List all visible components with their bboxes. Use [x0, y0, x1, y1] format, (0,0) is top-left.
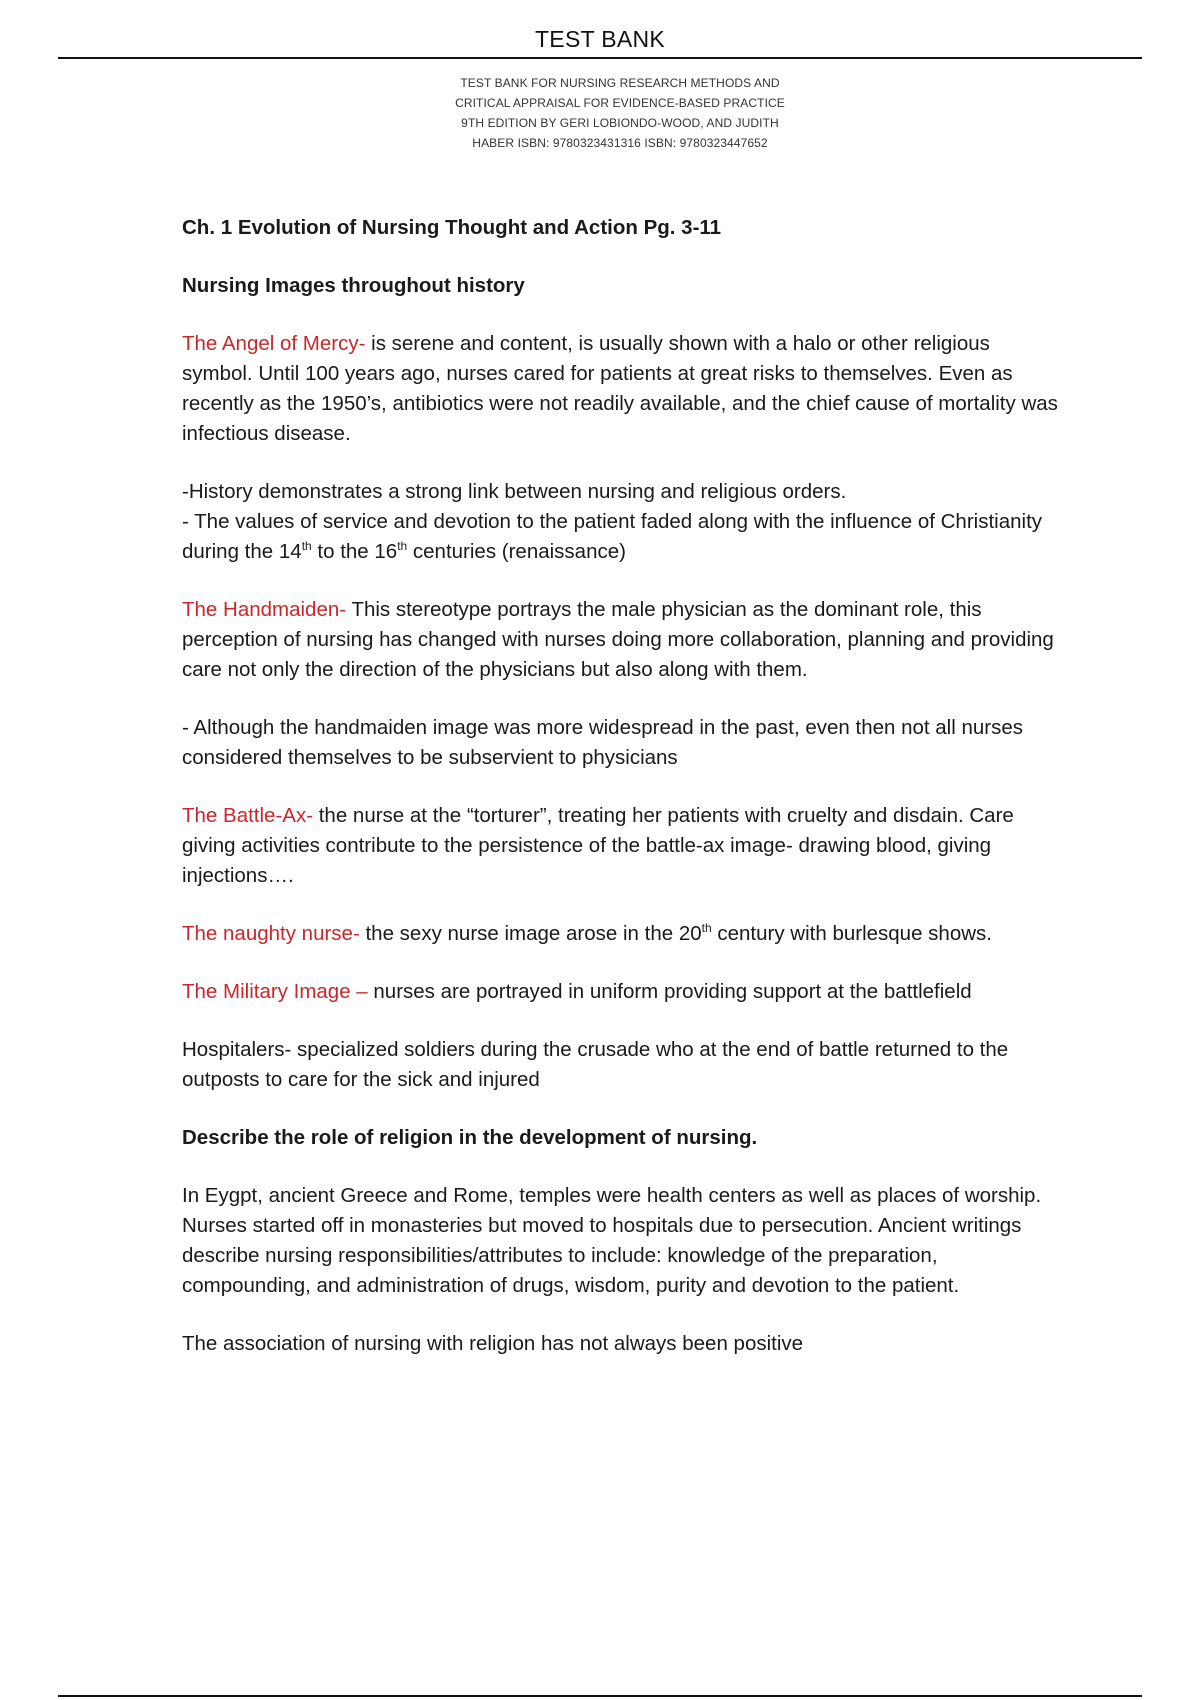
religion-heading: Describe the role of religion in the development of nursing.	[182, 1126, 758, 1149]
military-image-paragraph	[182, 977, 1062, 1007]
naughty-nurse-text-b: century with burlesque shows.	[711, 922, 992, 945]
military-image-text: nurses are portrayed in uniform providing support at the battlefield	[367, 980, 972, 1003]
document-body	[182, 213, 1062, 1387]
history-text-a: - The values of service and devotion to the patient faded along with the influence of Christianity during the 14	[182, 510, 1043, 563]
military-image-term: The Military Image –	[182, 980, 368, 1003]
history-text-b: to the 16	[311, 540, 398, 563]
naughty-nurse-text-a: the sexy nurse image arose in the 20	[359, 922, 702, 945]
history-line-1: -History demonstrates a strong link between nursing and religious orders.	[182, 480, 847, 503]
angel-of-mercy-text: is serene and content, is usually shown with a halo or other religious symbol. Until 100 years ago, nurses cared for patients at great risks to themselves. Even as recently as the 1950’s, antibiotics were not readily available, and the chief cause of mortality was infectious disease.	[182, 332, 1058, 445]
section-heading: Nursing Images throughout history	[182, 274, 525, 297]
angel-of-mercy-paragraph	[182, 329, 1062, 449]
naughty-nurse-paragraph	[182, 919, 1062, 949]
battle-ax-term: The Battle-Ax-	[182, 804, 314, 827]
angel-of-mercy-term: The Angel of Mercy-	[182, 332, 366, 355]
battle-ax-paragraph	[182, 801, 1062, 891]
document-subtitle: TEST BANK FOR NURSING RESEARCH METHODS AND CRITICAL APPRAISAL FOR EVIDENCE-BASED PRACTICE 9TH EDITION BY GERI LOBIONDO-WOOD, AND JUDITH HABER ISBN: 9780323431316 ISBN: 9780323447652	[455, 76, 785, 150]
association-paragraph: The association of nursing with religion has not always been positive	[182, 1332, 804, 1355]
religion-paragraph: In Eygpt, ancient Greece and Rome, temples were health centers as well as places of worship. Nurses started off in monasteries but moved to hospitals due to persecution. Ancient writings describe nursing responsibilities/attributes to include: knowledge of the preparation, compounding, and administration of drugs, wisdom, purity and devotion to the patient.	[182, 1184, 1042, 1297]
hospitalers-paragraph: Hospitalers- specialized soldiers during the crusade who at the end of battle returned to the outposts to care for the sick and injured	[182, 1038, 1009, 1091]
handmaiden-paragraph	[182, 595, 1062, 685]
history-line-2	[182, 507, 1062, 567]
superscript: th	[301, 539, 312, 554]
naughty-nurse-term: The naughty nurse-	[182, 922, 360, 945]
handmaiden-term: The Handmaiden-	[182, 598, 347, 621]
page-header: TEST BANK	[58, 26, 1142, 59]
history-text-c: centuries (renaissance)	[407, 540, 626, 563]
chapter-heading: Ch. 1 Evolution of Nursing Thought and Action Pg. 3-11	[182, 216, 722, 239]
handmaiden-text: This stereotype portrays the male physician as the dominant role, this perception of nursing has changed with nurses doing more collaboration, planning and providing care not only the direction of the physicians but also along with them.	[182, 598, 1054, 681]
battle-ax-text: the nurse at the “torturer”, treating her patients with cruelty and disdain. Care giving activities contribute to the persistence of the battle-ax image- drawing blood, giving injections….	[182, 804, 1014, 887]
handmaiden-note: - Although the handmaiden image was more widespread in the past, even then not all nurses considered themselves to be subservient to physicians	[182, 716, 1024, 769]
footer-rule	[58, 1695, 1142, 1697]
superscript: th	[397, 539, 408, 554]
superscript: th	[701, 921, 712, 936]
